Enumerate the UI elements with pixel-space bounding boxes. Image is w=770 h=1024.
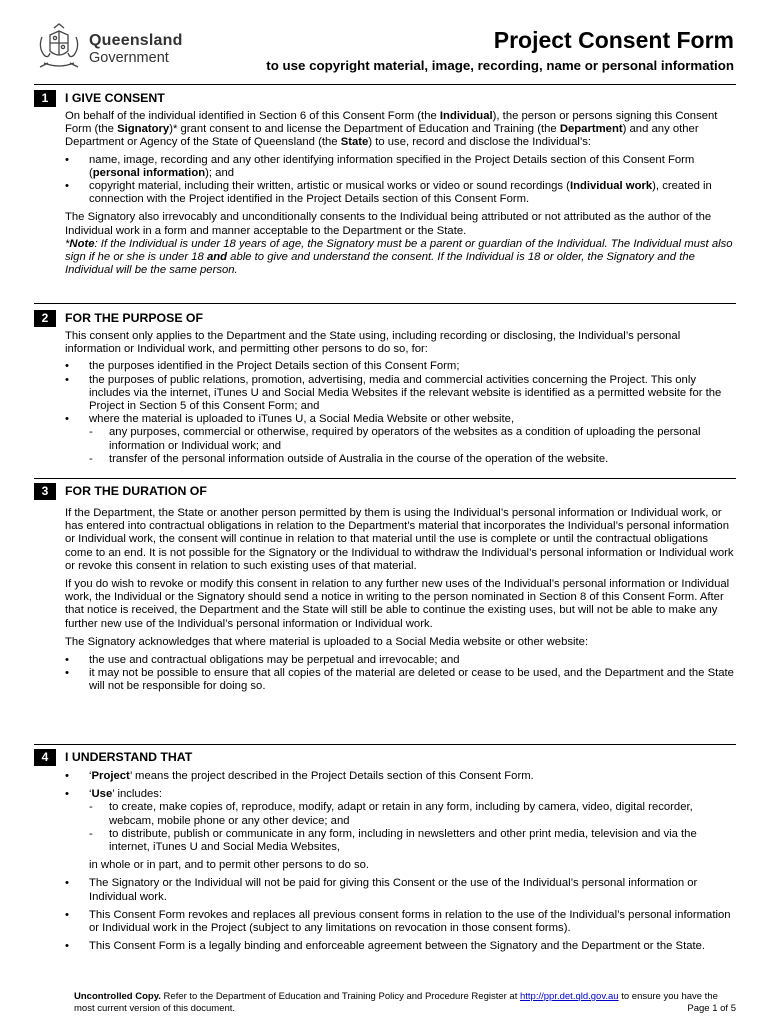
list-item: • ‘Use’ includes:	[65, 788, 735, 801]
list-item: • name, image, recording and any other identifying information specified in the Project Details section of this Consent Form (personal information); and	[65, 154, 735, 180]
website-purpose-list	[89, 426, 735, 466]
understanding-list	[65, 770, 735, 801]
section-title: I UNDERSTAND THAT	[65, 750, 193, 764]
section-3-body	[65, 507, 735, 694]
list-item: - any purposes, commercial or otherwise, required by operators of the websites as a condition of uploading the personal information or Individual work; and	[89, 426, 735, 452]
section-2-body	[65, 330, 735, 466]
purpose-list	[65, 360, 735, 426]
section-divider	[34, 744, 736, 745]
use-definition-list	[89, 801, 735, 854]
note-paragraph: *Note: If the Individual is under 18 years of age, the Signatory must be a parent or guardian of the Individual. The Individual must also sign if he or she is under 18 and able to give and understand the consent. If the Individual is 18 or older, the Signatory and the Individual will be the same person.	[65, 237, 733, 277]
section-title: I GIVE CONSENT	[65, 91, 165, 105]
header-divider	[34, 84, 736, 85]
section-3-heading	[34, 483, 736, 500]
list-item: • The Signatory or the Individual will not be paid for giving this Consent or the use of the Individual’s personal information or Individual work.	[65, 877, 735, 903]
list-item: • This Consent Form revokes and replaces all previous consent forms in relation to the use of the Individual’s personal information or Individual work in the Project (subject to any limitations on revocation in those consent forms).	[65, 909, 735, 935]
section-divider	[34, 303, 736, 304]
section-2-heading	[34, 310, 736, 327]
page-subtitle: to use copyright material, image, recording, name or personal information	[266, 58, 734, 73]
logo-wordmark-government: Government	[89, 50, 169, 66]
list-item: • the purposes identified in the Project Details section of this Consent Form;	[65, 360, 735, 373]
list-item: - to create, make copies of, reproduce, modify, adapt or retain in any form, including by camera, video, digital recorder, webcam, mobile phone or any other device; and	[89, 801, 735, 827]
duration-paragraph: If the Department, the State or another person permitted by them is using the Individual’s personal information or Individual work, or has entered into contractual obligations in relation to the Department’s material that incorporates the Individual’s personal information or Individual work, the consent will continue in relation to that material until the use is complete or until the contractual obligations come to an end. It is not possible for the Signatory or the Individual to withdraw the Individual’s personal information or Individual work or revoke this consent in relation to such existing uses of that material.	[65, 507, 734, 572]
list-item: • it may not be possible to ensure that all copies of the material are deleted or cease to be used, and the Department and the State will not be responsible for doing so.	[65, 667, 735, 693]
section-1-heading	[34, 90, 736, 107]
acknowledgement-paragraph: The Signatory acknowledges that where material is uploaded to a Social Media website or other website:	[65, 635, 589, 648]
queensland-government-logo	[34, 23, 184, 73]
list-item: • where the material is uploaded to iTunes U, a Social Media Website or other website,	[65, 413, 735, 426]
list-item: • copyright material, including their written, artistic or musical works or video or sound recordings (Individual work), created in connection with the Project identified in the Project Details section of this Consent Form.	[65, 180, 735, 206]
list-item: - to distribute, publish or communicate in any form, including in newsletters and other print media, television and via the internet, iTunes U and Social Media Websites,	[89, 828, 735, 854]
section-number: 4	[34, 749, 56, 766]
footer-notice: Uncontrolled Copy. Refer to the Department of Education and Training Policy and Procedure Register at http://ppr.det.qld.gov.au to ensure you have the most current version of this document.	[74, 991, 718, 1014]
section-title: FOR THE DURATION OF	[65, 484, 207, 498]
page-number: Page 1 of 5	[687, 1003, 736, 1014]
consent-list	[65, 154, 735, 207]
section-title: FOR THE PURPOSE OF	[65, 311, 204, 325]
coat-of-arms-icon	[34, 23, 84, 73]
section-number: 1	[34, 90, 56, 107]
section-4-body	[65, 770, 735, 953]
section-1-body	[65, 110, 735, 277]
logo-wordmark-queensland: Queensland	[89, 32, 183, 49]
list-item: • This Consent Form is a legally binding and enforceable agreement between the Signatory and the Department or the State.	[65, 940, 735, 953]
section-number: 3	[34, 483, 56, 500]
list-item: • ‘Project’ means the project described in the Project Details section of this Consent Form.	[65, 770, 735, 783]
list-item: • the purposes of public relations, promotion, advertising, media and commercial activities concerning the Project. This only includes via the internet, iTunes U and Social Media Websites if the relevant website is identified as a permitted website for the Project in Section 5 of this Consent Form; and	[65, 374, 735, 414]
section-divider	[34, 478, 736, 479]
list-item: • the use and contractual obligations may be perpetual and irrevocable; and	[65, 654, 735, 667]
section-number: 2	[34, 310, 56, 327]
terms-list	[65, 877, 735, 953]
consent-paragraph: On behalf of the individual identified in Section 6 of this Consent Form (the Individual), the person or persons signing this Consent Form (the Signatory)* grant consent to and license the Department of Education and Training (the Department) and any other Department or Agency of the State of Queensland (the State) to use, record and disclose the Individual’s:	[65, 110, 718, 149]
page-title: Project Consent Form	[493, 27, 734, 53]
list-item: - transfer of the personal information outside of Australia in the course of the operation of the website.	[89, 453, 735, 466]
section-4-heading	[34, 749, 736, 766]
acknowledgement-list	[65, 654, 735, 694]
use-definition-tail: in whole or in part, and to permit other persons to do so.	[89, 859, 370, 872]
revoke-paragraph: If you do wish to revoke or modify this consent in relation to any further new uses of the Individual’s personal information or Individual work, the Individual or the Signatory should send a notice in writing to the person nominated in Section 8 of this Consent Form. After that notice is received, the Department and the State will still be able to continue the existing uses, but will not be able to make any further new use of the Individual’s personal information or Individual work.	[65, 578, 730, 630]
purpose-paragraph: This consent only applies to the Department and the State using, including recording or disclosing, the Individual’s personal information or Individual work, and permitting other persons to do so, for:	[65, 330, 681, 356]
policy-register-link[interactable]: http://ppr.det.qld.gov.au	[520, 991, 619, 1002]
page-footer	[74, 991, 736, 1015]
attribution-paragraph: The Signatory also irrevocably and unconditionally consents to the Individual being attributed or not attributed as the author of the Individual work in a form and manner acceptable to the Department or the State.	[65, 211, 712, 237]
